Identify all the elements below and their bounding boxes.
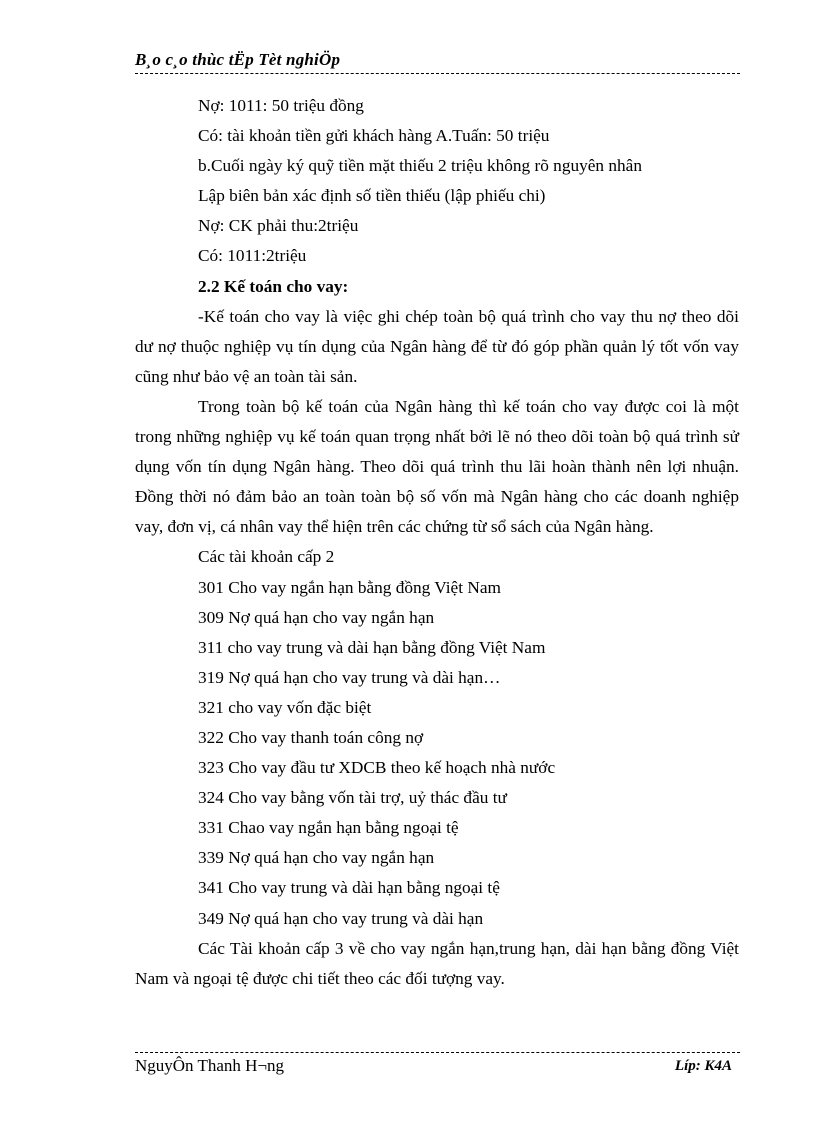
footer-class-label: Líp: K4A bbox=[674, 1058, 732, 1074]
account-item: 309 Nợ quá hạn cho vay ngắn hạn bbox=[198, 607, 435, 627]
text-line: Có: tài khoản tiền gửi khách hàng A.Tuấn: 50 triệu bbox=[198, 126, 550, 146]
account-item: 324 Cho vay bằng vốn tài trợ, uỷ thác đầu tư bbox=[198, 788, 507, 808]
header-divider bbox=[135, 73, 740, 74]
text-line: Nợ: 1011: 50 triệu đồng bbox=[198, 96, 364, 115]
account-item: 321 cho vay vốn đặc biệt bbox=[198, 697, 372, 717]
text-line: Lập biên bản xác định số tiền thiếu (lập phiếu chi) bbox=[198, 186, 546, 206]
paragraph: Trong toàn bộ kế toán của Ngân hàng thì kế toán cho vay được coi là một trong những nghiệp vụ kế toán quan trọng nhất bởi lẽ nó theo dõi toàn bộ quá trình sử dụng vốn tín dụng Ngân hàng. Theo dõi quá trình thu lãi hoàn thành nên lợi nhuận. Đồng thời nó đảm bảo an toàn toàn bộ số vốn mà Ngân hàng cho các doanh nghiệp vay, đơn vị, cá nhân vay thể hiện trên các chứng từ sổ sách của Ngân hàng. bbox=[135, 396, 739, 537]
account-item: 323 Cho vay đầu tư XDCB theo kế hoạch nhà nước bbox=[198, 758, 556, 778]
account-item: 319 Nợ quá hạn cho vay trung và dài hạn… bbox=[198, 667, 501, 687]
account-item: 349 Nợ quá hạn cho vay trung và dài hạn bbox=[198, 908, 484, 928]
page-header-title: B¸o c¸o thùc tËp Tèt nghiÖp bbox=[135, 50, 341, 69]
account-item: 301 Cho vay ngắn hạn bằng đồng Việt Nam bbox=[198, 577, 501, 597]
account-item: 322 Cho vay thanh toán công nợ bbox=[198, 727, 424, 747]
account-item: 311 cho vay trung và dài hạn bằng đồng Việt Nam bbox=[198, 637, 546, 657]
accounts-heading: Các tài khoản cấp 2 bbox=[198, 547, 335, 567]
document-body bbox=[135, 91, 739, 994]
account-item: 331 Chao vay ngắn hạn bằng ngoại tệ bbox=[198, 818, 459, 838]
footer-divider bbox=[135, 1052, 740, 1053]
text-line: Có: 1011:2triệu bbox=[198, 246, 307, 266]
text-line: b.Cuối ngày ký quỹ tiền mặt thiếu 2 triệu không rõ nguyên nhân bbox=[198, 156, 642, 176]
account-item: 341 Cho vay trung và dài hạn bằng ngoại tệ bbox=[198, 878, 500, 898]
footer-author-name: NguyÔn Thanh H¬ng bbox=[135, 1056, 285, 1075]
paragraph: Các Tài khoản cấp 3 về cho vay ngắn hạn,trung hạn, dài hạn bằng đồng Việt Nam và ngoại tệ được chi tiết theo các đối tượng vay. bbox=[135, 938, 739, 988]
section-heading: 2.2 Kế toán cho vay: bbox=[198, 276, 349, 296]
paragraph: -Kế toán cho vay là việc ghi chép toàn bộ quá trình cho vay thu nợ theo dõi dư nợ thuộc nghiệp vụ tín dụng của Ngân hàng để từ đó góp phần quản lý tốt vốn vay cũng như bảo vệ an toàn tài sản. bbox=[135, 306, 739, 386]
text-line: Nợ: CK phải thu:2triệu bbox=[198, 216, 359, 236]
account-item: 339 Nợ quá hạn cho vay ngắn hạn bbox=[198, 848, 435, 868]
